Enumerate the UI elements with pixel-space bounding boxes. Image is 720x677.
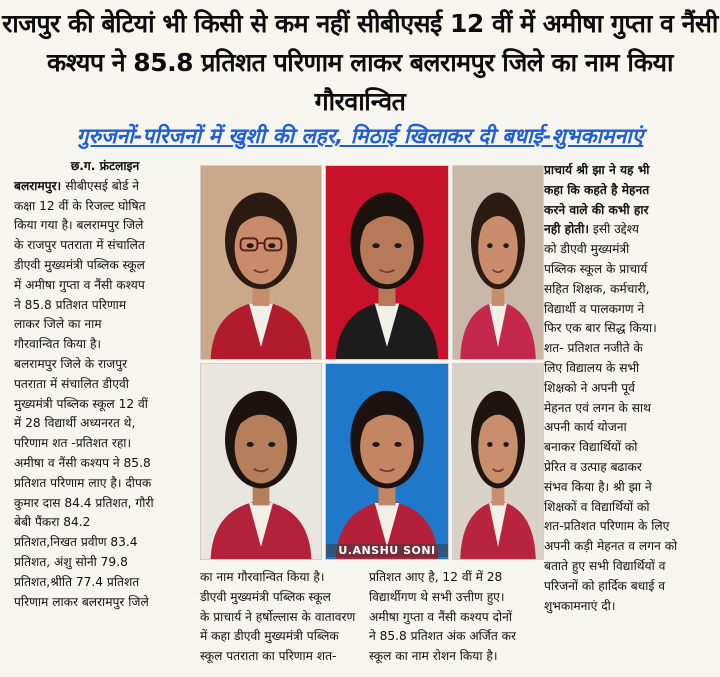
bottom-center-line-3: अमीषा गुप्ता व नैंसी कश्यप दोनों (369, 609, 513, 624)
bottom-middle-column (200, 568, 363, 667)
left-line-9: गौरवान्वित किया है। (14, 337, 102, 352)
left-line-17: कुमार दास 84.4 प्रतिशत, गौरी (14, 495, 154, 510)
left-line-4: के राजपुर पतराता में संचालित (14, 238, 145, 253)
subheadline: गुरुजनों-परिजनों में खुशी की लहर, मिठाई खिलाकर दी बधाई-शुभकामनाएं (76, 124, 644, 148)
left-line-8: लाकर जिले का नाम (14, 317, 102, 332)
student-photo-4 (200, 363, 322, 560)
right-line-10: मेहनत एवं लगन के साथ (544, 400, 651, 415)
right-column (544, 161, 710, 616)
student-photo-5 (325, 363, 449, 560)
right-line-20: शुभकामनाएं दी। (544, 598, 616, 613)
bottom-center-column (369, 568, 535, 667)
right-line-11: अपनी कार्य योजना (544, 420, 627, 435)
left-column-text (14, 177, 196, 613)
right-line-6: फिर एक बार सिद्ध किया। (544, 321, 657, 336)
right-line-12: बनाकर विद्यार्थियों को (544, 440, 638, 455)
byline: छ.ग. फ्रंटलाइन (70, 159, 140, 173)
left-line-7: ने 85.8 प्रतिशत परिणाम (14, 297, 127, 312)
right-line-4: सहित शिक्षक, कर्मचारी, (544, 281, 650, 296)
left-line-18: बेबी पैंकरा 84.2 (14, 515, 91, 530)
bottom-center-line-1: प्रतिशत आए है, 12 वीं में 28 (369, 570, 503, 584)
headline-line-2: कश्यप ने 85.8 प्रतिशत परिणाम लाकर बलरामपुर जिले का नाम किया गौरवान्वित (47, 48, 673, 116)
right-line-15: शिक्षकों व विद्यार्थियों को (544, 499, 650, 514)
right-column-text (544, 161, 710, 616)
headline (0, 4, 720, 121)
dateline: बलरामपुर। (14, 178, 66, 193)
bottom-middle-line-4: में कहा डीएवी मुख्यमंत्री पब्लिक (200, 629, 339, 644)
right-line-9: शिक्षको ने अपनी पूर्व (544, 380, 635, 395)
student-photo-3 (452, 165, 544, 360)
right-line-8: लिए विद्यालय के सभी (544, 360, 640, 375)
right-line-1: इसी उद्देश्य (589, 222, 639, 237)
right-line-2: को डीएवी मुख्यमंत्री (544, 242, 630, 257)
left-column (14, 157, 196, 612)
left-line-11: पतराता में संचालित डीएवी (14, 376, 129, 391)
right-bold-line-4: नही होती। इसी उद्देश्य (544, 222, 639, 237)
left-line-20: प्रतिशत, अंशु सोनी 79.8 (14, 554, 128, 569)
right-line-3: पब्लिक स्कूल के प्राचार्य (544, 261, 648, 276)
right-line-13: प्रेरित व उत्पाह बढाकर (544, 459, 642, 474)
left-line-19: प्रतिशत,निखत प्रवीण 83.4 (14, 535, 138, 550)
left-line-16: प्रतिशत परिणाम लाए है। दीपक (14, 475, 152, 490)
left-line-3: किया गया है। बलरामपुर जिले (14, 218, 144, 233)
left-line-2: कक्षा 12 वीं के रिजल्ट घोषित (14, 198, 146, 213)
photo-caption: U.ANSHU SONI (326, 544, 448, 557)
left-line-1: बलरामपुर। सीबीएसई बोर्ड ने (14, 178, 140, 193)
left-line-5: डीएवी मुख्यमंत्री पब्लिक स्कूल (14, 257, 145, 272)
right-line-18: बताते हुए सभी विद्यार्थियों व (544, 558, 666, 573)
right-line-5: विद्यार्थी व पालकगण ने (544, 301, 645, 316)
bottom-middle-line-1: का नाम गौरवान्वित किया है। (200, 570, 325, 584)
bottom-center-text (369, 568, 535, 667)
right-bold-line-2: कहा कि कहते है मेहनत (544, 182, 650, 197)
bottom-center-line-5: स्कूल का नाम रोशन किया है। (369, 649, 498, 664)
left-line-6: में अमीषा गुप्ता व नैंसी कश्यप (14, 277, 145, 292)
right-line-19: परिजनों को हार्दिक बधाई व (544, 578, 666, 593)
right-bold-line-3: करने वाले की कभी हार (544, 202, 649, 217)
bottom-center-line-4: ने 85.8 प्रतिशत अंक अर्जित कर (369, 629, 517, 644)
left-line-14: परिणाम शत -प्रतिशत रहा। (14, 436, 132, 451)
bottom-middle-line-3: के प्राचार्य ने हर्षोल्लास के वातावरण (200, 609, 356, 624)
right-line-17: अपनी कड़ी मेहनत व लगन को (544, 539, 678, 554)
bottom-middle-line-5: स्कूल पतराता का परिणाम शत- (200, 649, 337, 664)
left-line-13: में 28 विद्यार्थी अध्यनरत थे, (14, 416, 136, 431)
right-line-7: शत- प्रतिशत नजीते के (544, 341, 643, 356)
student-photo-1 (200, 165, 322, 360)
headline-line-1: राजपुर की बेटियां भी किसी से कम नहीं सीबीएसई 12 वीं में अमीषा गुप्ता व नैंसी (2, 9, 718, 38)
right-line-16: शत-प्रतिशत परिणाम के लिए (544, 519, 670, 534)
left-line-12: मुख्यमंत्री पब्लिक स्कूल 12 वीं (14, 396, 148, 411)
right-line-14: संभव किया है। श्री झा ने (544, 479, 652, 494)
right-bold-line-1: प्राचार्य श्री झा ने यह भी (544, 163, 650, 177)
left-line-15: अमीषा व नैंसी कश्यप ने 85.8 (14, 455, 151, 470)
left-line-21: प्रतिशत,श्रीति 77.4 प्रतिशत (14, 574, 140, 589)
left-line-10: बलरामपुर जिले के राजपुर (14, 356, 128, 371)
bottom-center-line-2: विद्यार्थीगण थे सभी उत्तीण हुए। (369, 589, 505, 604)
bottom-middle-line-2: डीएवी मुख्यमंत्री पब्लिक स्कूल (200, 589, 331, 604)
student-photo-2 (325, 165, 449, 360)
student-photo-6 (452, 363, 544, 560)
bottom-middle-text (200, 568, 363, 667)
left-line-22: परिणाम लाकर बलरामपुर जिले (14, 594, 149, 609)
